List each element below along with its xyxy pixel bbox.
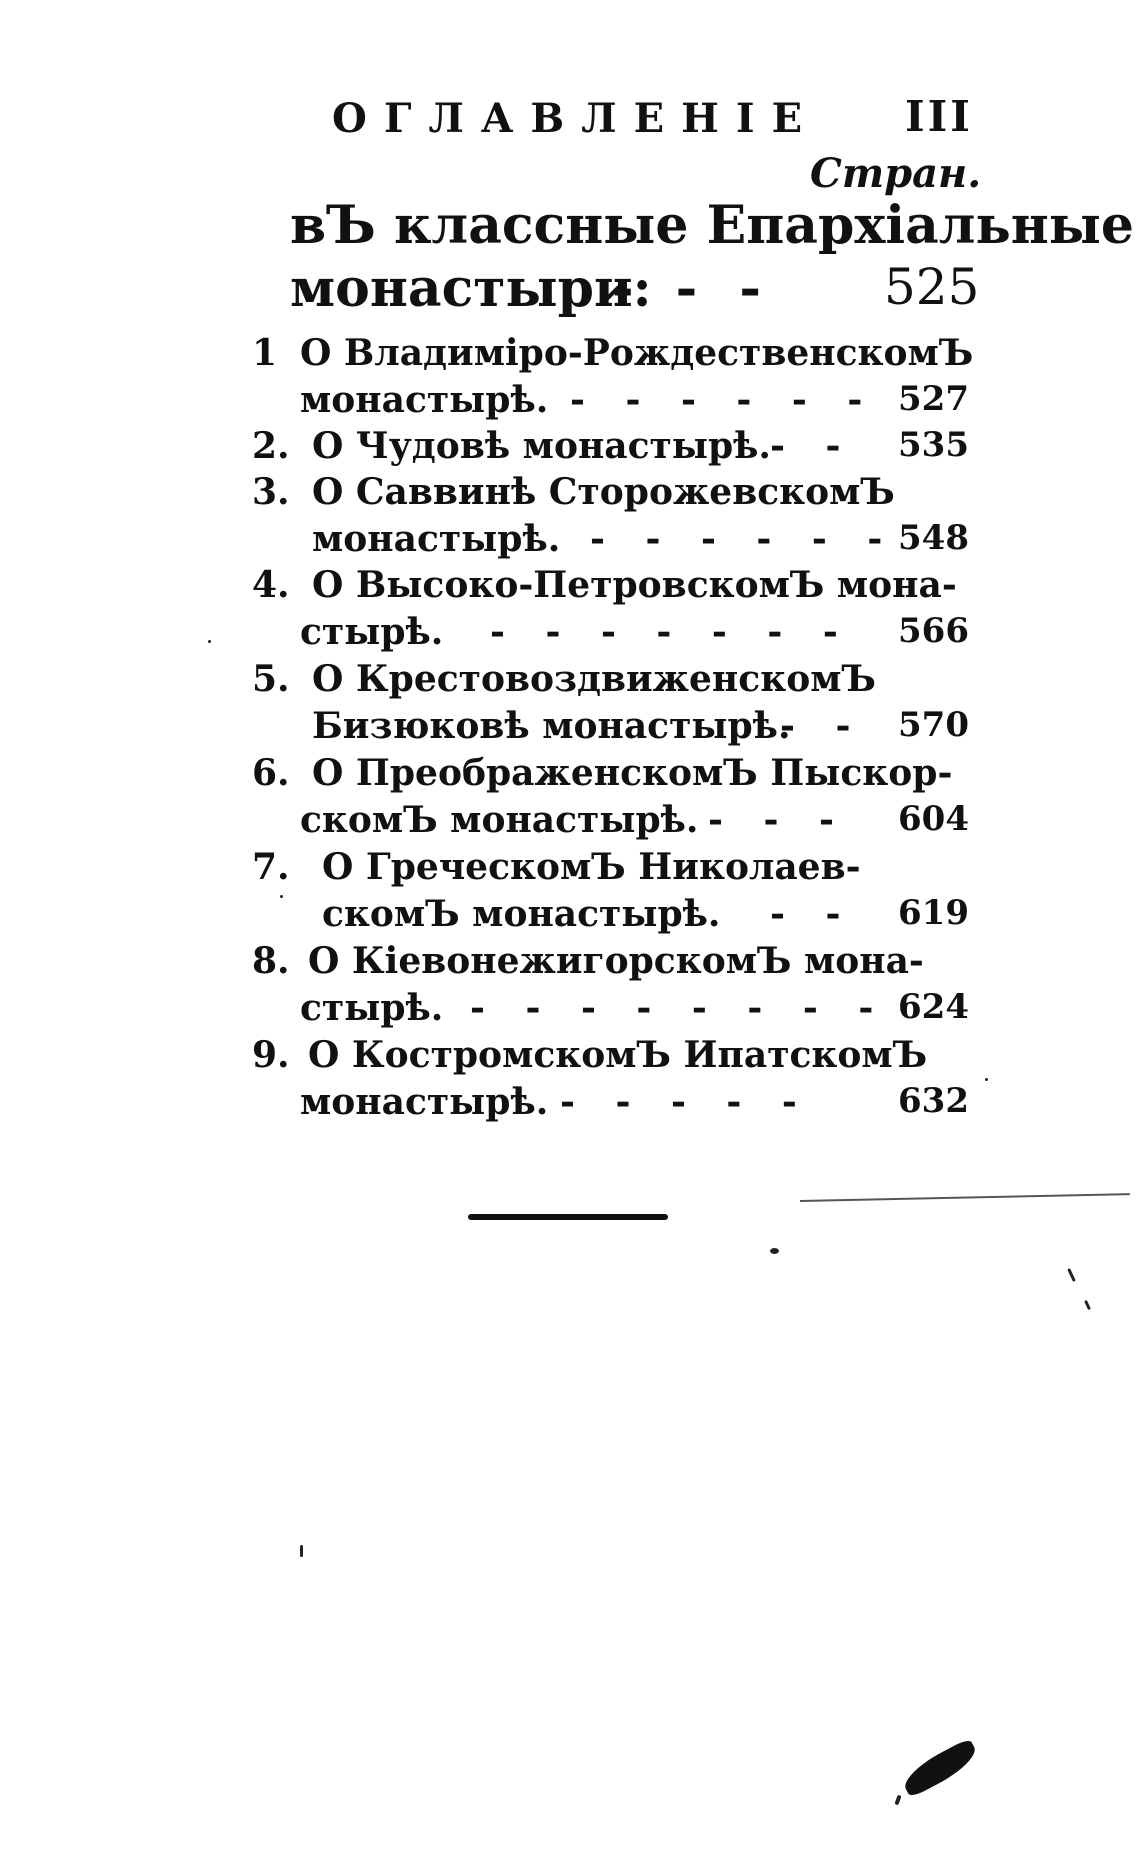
entry-title-line1: О Чудовѣ монастырѣ. [312, 425, 771, 467]
entry-leader-dots: - - - - - - [590, 518, 897, 560]
entry-title-line1: О ГреческомЪ Николаев- [322, 846, 861, 888]
toc-entry [0, 846, 1140, 942]
entry-page-number: 604 [898, 799, 969, 839]
ink-speck [300, 1545, 303, 1557]
entry-title-line2: стырѣ. [300, 611, 444, 653]
toc-entry [0, 658, 1140, 754]
entry-title-line2: Бизюковѣ монастырѣ. [312, 705, 791, 747]
entry-leader-dots: - - - [708, 799, 848, 841]
ink-speck [770, 1248, 779, 1254]
entry-leader-dots: - - - - - - - [490, 611, 852, 653]
entry-page-number: 527 [898, 379, 969, 419]
entry-leader-dots: - - - - - - [570, 379, 877, 421]
toc-entry [0, 332, 1140, 428]
entry-number: 4. [252, 564, 290, 606]
entry-title-line2: монастырѣ. [312, 518, 561, 560]
entry-leader-dots: - - [770, 893, 855, 935]
entry-page-number: 566 [898, 611, 969, 651]
entry-number: 3. [252, 471, 290, 513]
entry-title-line1: О ПреображенскомЪ Пыскор- [312, 752, 953, 794]
entry-page-number: 570 [898, 705, 969, 745]
entry-title-line1: О КрестовоздвиженскомЪ [312, 658, 876, 700]
section-leader-dots: - - - [612, 258, 773, 319]
entry-number: 6. [252, 752, 290, 794]
entry-title-line1: О КіевонежигорскомЪ мона- [308, 940, 924, 982]
toc-entry [0, 471, 1140, 567]
ink-speck [280, 895, 283, 898]
entry-page-number: 535 [898, 425, 969, 465]
section-heading-line1: вЪ классные Епархіальные [290, 195, 1135, 256]
ink-speck [985, 1078, 988, 1081]
folio-page-number: III [905, 92, 973, 141]
entry-page-number: 548 [898, 518, 969, 558]
ink-speck [208, 640, 211, 643]
ink-blot [899, 1738, 982, 1799]
entry-number: 1 [252, 332, 278, 374]
entry-title-line1: О Владиміро-РождественскомЪ [300, 332, 974, 374]
entry-leader-dots: - - [780, 705, 865, 747]
entry-title-line2: скомЪ монастырѣ. [322, 893, 721, 935]
entry-title-line2: монастырѣ. [300, 379, 549, 421]
entry-number: 7. [252, 846, 290, 888]
entry-title-line2: стырѣ. [300, 987, 444, 1029]
end-rule [468, 1214, 668, 1220]
entry-title-line1: О Высоко-ПетровскомЪ мона- [312, 564, 957, 606]
faint-rule-mark [800, 1193, 1130, 1202]
entry-number: 5. [252, 658, 290, 700]
toc-entry [0, 752, 1140, 848]
entry-page-number: 624 [898, 987, 969, 1027]
toc-entry [0, 564, 1140, 660]
page-column-label: Стран. [810, 150, 982, 197]
ink-speck [1067, 1268, 1076, 1282]
toc-entry [0, 1034, 1140, 1130]
entry-leader-dots: - - - - - - - - [470, 987, 888, 1029]
running-title: ОГЛАВЛЕНІЕ [332, 95, 820, 142]
ink-speck [1084, 1300, 1091, 1310]
entry-number: 8. [252, 940, 290, 982]
section-page-number: 525 [884, 258, 980, 316]
entry-page-number: 619 [898, 893, 969, 933]
entry-title-line1: О КостромскомЪ ИпатскомЪ [308, 1034, 928, 1076]
entry-page-number: 632 [898, 1081, 969, 1121]
entry-title-line1: О Саввинѣ СторожевскомЪ [312, 471, 895, 513]
entry-leader-dots: - - [770, 425, 855, 467]
entry-number: 9. [252, 1034, 290, 1076]
section-heading-line2: монастыри: [290, 258, 652, 319]
toc-entry [0, 940, 1140, 1036]
entry-leader-dots: - - - - - [560, 1081, 811, 1123]
entry-number: 2. [252, 425, 290, 467]
ink-speck [894, 1795, 901, 1806]
entry-title-line2: скомЪ монастырѣ. [300, 799, 699, 841]
entry-title-line2: монастырѣ. [300, 1081, 549, 1123]
